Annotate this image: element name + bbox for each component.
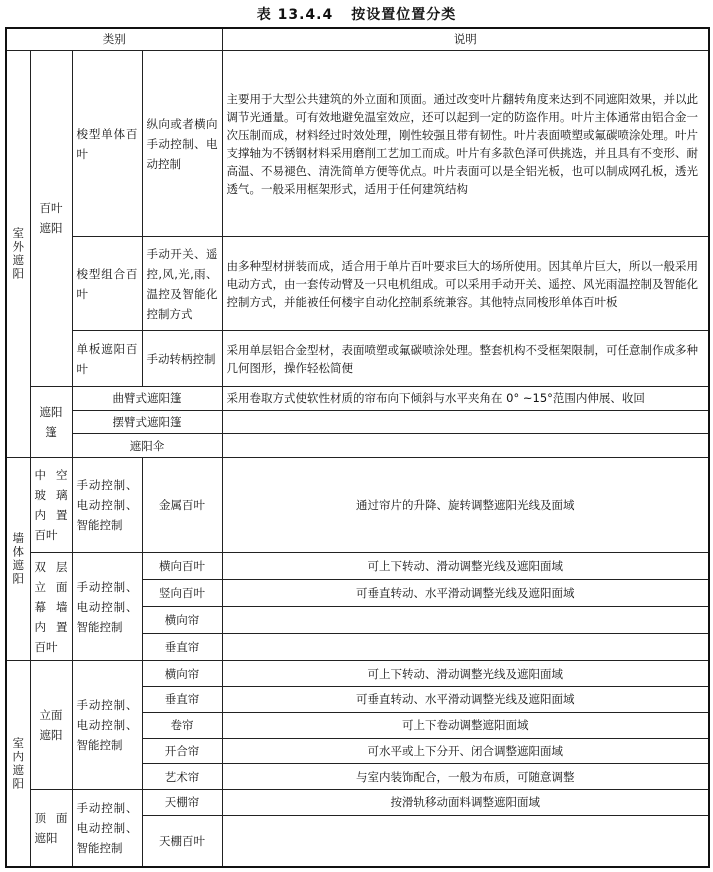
single-louver-name: 梭型单体百叶	[72, 50, 142, 237]
table-title	[0, 4, 713, 24]
single-louver-control: 纵向或者横向 手动控制、电动控制	[142, 50, 222, 237]
table-number: 表 13.4.4	[256, 7, 334, 23]
double-item-desc	[222, 634, 709, 661]
plate-louver-desc: 采用单层铝合金型材，表面喷塑或氟碳喷涂处理。整套机构不受框架限制，可任意制作成多种几何图形，操作轻松简便	[222, 331, 709, 387]
double-item-desc	[222, 607, 709, 634]
combo-louver-control: 手动开关、遥控,风,光,雨、温控及智能化控制方式	[142, 237, 222, 331]
table-title-text: 按设置位置分类	[351, 7, 457, 23]
table-row	[6, 434, 709, 458]
facade-item-desc: 可垂直转动、水平滑动调整光线及遮阳面域	[222, 686, 709, 712]
hollow-item-desc: 通过帘片的升降、旋转调整遮阳光线及面域	[222, 458, 709, 553]
ceiling-label: 顶面遮阳	[30, 790, 72, 867]
louver-label: 百叶遮阳	[30, 50, 72, 386]
double-label: 双层立面幕墙内置百叶	[30, 552, 72, 660]
hollow-label: 中空玻璃内置百叶	[30, 458, 72, 553]
header-description: 说明	[222, 28, 709, 50]
table-row	[6, 552, 709, 579]
double-control: 手动控制、电动控制、智能控制	[72, 552, 142, 660]
facade-item-name: 开合帘	[142, 738, 222, 764]
double-item-name: 横向帘	[142, 607, 222, 634]
facade-item-desc: 可上下转动、滑动调整光线及遮阳面域	[222, 661, 709, 687]
facade-control: 手动控制、电动控制、智能控制	[72, 661, 142, 790]
awning-label: 遮阳篷	[30, 386, 72, 457]
hollow-control: 手动控制、电动控制、智能控制	[72, 458, 142, 553]
facade-item-desc: 可水平或上下分开、闭合调整遮阳面域	[222, 738, 709, 764]
table-row	[6, 790, 709, 816]
double-item-name: 竖向百叶	[142, 579, 222, 606]
facade-item-desc: 可上下卷动调整遮阳面域	[222, 712, 709, 738]
facade-item-name: 垂直帘	[142, 686, 222, 712]
hollow-item-name: 金属百叶	[142, 458, 222, 553]
double-item-name: 横向百叶	[142, 552, 222, 579]
outdoor-label: 室外遮阳	[6, 50, 30, 457]
curved-awning-desc: 采用卷取方式使软性材质的帘布向下倾斜与水平夹角在 0° ~15°范围内伸展、收回	[222, 386, 709, 410]
double-item-name: 垂直帘	[142, 634, 222, 661]
facade-item-name: 艺术帘	[142, 764, 222, 790]
facade-item-desc: 与室内装饰配合，一般为布质，可随意调整	[222, 764, 709, 790]
double-item-desc: 可上下转动、滑动调整光线及遮阳面域	[222, 552, 709, 579]
double-item-desc: 可垂直转动、水平滑动调整光线及遮阳面域	[222, 579, 709, 606]
facade-item-name: 卷帘	[142, 712, 222, 738]
single-louver-desc: 主要用于大型公共建筑的外立面和顶面。通过改变叶片翻转角度来达到不同遮阳效果，并以此调节光通量。可有效地避免温室效应，还可以起到一定的防盗作用。叶片主体通常由铝合金一次压制而成，材料经过时效处理，刚性较强且带有韧性。叶片表面喷塑或氟碳喷涂处理。叶片支撑轴为不锈钢材料采用磨削工艺加工而成。叶片有多款色泽可供挑选，并且具有不变形、耐高温、不易褪色、清洗简单方便等优点。叶片表面可以是全铝光板，也可以制成网孔板，透光透气。一般采用框架形式，适用于任何建筑结构	[222, 50, 709, 237]
table-row	[6, 458, 709, 553]
curved-awning-name: 曲臂式遮阳篷	[72, 386, 222, 410]
ceiling-item-desc	[222, 815, 709, 867]
facade-label: 立面遮阳	[30, 661, 72, 790]
ceiling-item-name: 天棚百叶	[142, 815, 222, 867]
swing-awning-desc	[222, 410, 709, 434]
plate-louver-control: 手动转柄控制	[142, 331, 222, 387]
plate-louver-name: 单板遮阳百叶	[72, 331, 142, 387]
ceiling-item-desc: 按滑轨移动面料调整遮阳面域	[222, 790, 709, 816]
ceiling-control: 手动控制、电动控制、智能控制	[72, 790, 142, 867]
combo-louver-name: 梭型组合百叶	[72, 237, 142, 331]
header-category: 类别	[6, 28, 222, 50]
facade-item-name: 横向帘	[142, 661, 222, 687]
classification-table	[5, 27, 710, 868]
table-row	[6, 386, 709, 410]
ceiling-item-name: 天棚帘	[142, 790, 222, 816]
table-row	[6, 50, 709, 237]
header-row	[6, 28, 709, 50]
table-row	[6, 410, 709, 434]
table-row	[6, 661, 709, 687]
combo-louver-desc: 由多种型材拼装而成，适合用于单片百叶要求巨大的场所使用。因其单片巨大，所以一般采用电动方式，由一套传动臂及一只电机组成。可以采用手动开关、遥控、风光雨温控制及智能化控制方式，并能被任何楼宇自动化控制系统兼容。其他特点同梭形单体百叶板	[222, 237, 709, 331]
swing-awning-name: 摆臂式遮阳篷	[72, 410, 222, 434]
table-row	[6, 237, 709, 331]
indoor-label: 室内遮阳	[6, 661, 30, 867]
table-row	[6, 331, 709, 387]
wall-label: 墙体遮阳	[6, 458, 30, 661]
umbrella-desc	[222, 434, 709, 458]
umbrella-name: 遮阳伞	[72, 434, 222, 458]
